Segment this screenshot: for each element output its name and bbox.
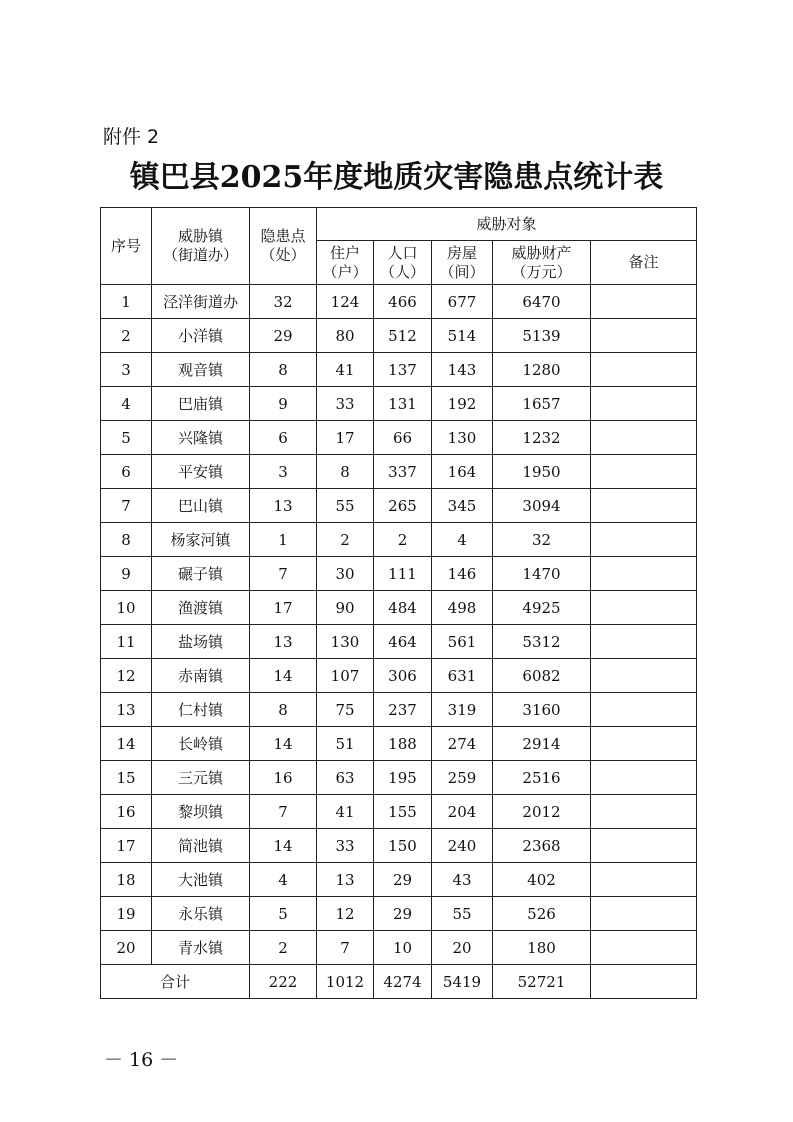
cell-houses: 192: [432, 387, 493, 421]
cell-seq: 10: [101, 591, 152, 625]
cell-seq: 12: [101, 659, 152, 693]
total-population: 4274: [374, 965, 432, 999]
cell-town: 泾洋街道办: [152, 285, 250, 319]
cell-houses: 274: [432, 727, 493, 761]
cell-population: 29: [374, 897, 432, 931]
cell-property: 6470: [493, 285, 591, 319]
table-row: [101, 863, 697, 897]
table-row: [101, 523, 697, 557]
cell-property: 32: [493, 523, 591, 557]
cell-points: 2: [250, 931, 317, 965]
header-property-text: 威胁财产 （万元）: [511, 243, 572, 281]
hazard-statistics-table: [100, 207, 697, 999]
cell-points: 9: [250, 387, 317, 421]
cell-households: 7: [317, 931, 374, 965]
cell-points: 16: [250, 761, 317, 795]
cell-population: 265: [374, 489, 432, 523]
total-remarks: [591, 965, 697, 999]
cell-households: 41: [317, 353, 374, 387]
table-row: [101, 319, 697, 353]
cell-town: 平安镇: [152, 455, 250, 489]
cell-remarks: [591, 591, 697, 625]
cell-population: 512: [374, 319, 432, 353]
cell-town: 大池镇: [152, 863, 250, 897]
cell-houses: 259: [432, 761, 493, 795]
table-row: [101, 557, 697, 591]
cell-remarks: [591, 557, 697, 591]
header-town-text: 威胁镇 （街道办）: [162, 227, 238, 264]
total-label: 合计: [101, 965, 250, 999]
table-row: [101, 761, 697, 795]
cell-houses: 514: [432, 319, 493, 353]
cell-population: 237: [374, 693, 432, 727]
cell-remarks: [591, 897, 697, 931]
table-row: [101, 421, 697, 455]
cell-population: 66: [374, 421, 432, 455]
cell-points: 3: [250, 455, 317, 489]
cell-remarks: [591, 353, 697, 387]
cell-town: 渔渡镇: [152, 591, 250, 625]
cell-points: 32: [250, 285, 317, 319]
cell-property: 1280: [493, 353, 591, 387]
cell-population: 155: [374, 795, 432, 829]
cell-households: 12: [317, 897, 374, 931]
cell-seq: 5: [101, 421, 152, 455]
cell-households: 33: [317, 387, 374, 421]
cell-points: 1: [250, 523, 317, 557]
cell-households: 107: [317, 659, 374, 693]
cell-households: 17: [317, 421, 374, 455]
cell-remarks: [591, 761, 697, 795]
cell-town: 赤南镇: [152, 659, 250, 693]
cell-points: 13: [250, 489, 317, 523]
cell-points: 14: [250, 727, 317, 761]
cell-households: 41: [317, 795, 374, 829]
cell-points: 29: [250, 319, 317, 353]
cell-property: 3094: [493, 489, 591, 523]
cell-seq: 18: [101, 863, 152, 897]
cell-remarks: [591, 795, 697, 829]
cell-points: 8: [250, 693, 317, 727]
cell-population: 337: [374, 455, 432, 489]
cell-town: 巴庙镇: [152, 387, 250, 421]
cell-remarks: [591, 285, 697, 319]
header-houses: [432, 241, 493, 285]
table-row: [101, 455, 697, 489]
cell-households: 2: [317, 523, 374, 557]
cell-town: 三元镇: [152, 761, 250, 795]
cell-property: 5312: [493, 625, 591, 659]
cell-property: 2914: [493, 727, 591, 761]
cell-seq: 4: [101, 387, 152, 421]
cell-seq: 17: [101, 829, 152, 863]
cell-property: 5139: [493, 319, 591, 353]
cell-houses: 164: [432, 455, 493, 489]
table-row: [101, 897, 697, 931]
table-row: [101, 829, 697, 863]
cell-households: 63: [317, 761, 374, 795]
cell-population: 188: [374, 727, 432, 761]
cell-town: 长岭镇: [152, 727, 250, 761]
cell-seq: 20: [101, 931, 152, 965]
cell-households: 90: [317, 591, 374, 625]
header-population: [374, 241, 432, 285]
cell-town: 碾子镇: [152, 557, 250, 591]
cell-houses: 677: [432, 285, 493, 319]
cell-property: 1657: [493, 387, 591, 421]
cell-seq: 2: [101, 319, 152, 353]
cell-points: 8: [250, 353, 317, 387]
header-points-text: 隐患点 （处）: [260, 227, 306, 264]
header-seq: 序号: [101, 208, 152, 285]
cell-town: 兴隆镇: [152, 421, 250, 455]
cell-points: 5: [250, 897, 317, 931]
cell-seq: 9: [101, 557, 152, 591]
cell-points: 6: [250, 421, 317, 455]
cell-property: 1232: [493, 421, 591, 455]
cell-houses: 561: [432, 625, 493, 659]
header-points: [250, 208, 317, 285]
header-households: [317, 241, 374, 285]
total-row: [101, 965, 697, 999]
cell-population: 464: [374, 625, 432, 659]
cell-property: 2516: [493, 761, 591, 795]
cell-houses: 55: [432, 897, 493, 931]
cell-town: 简池镇: [152, 829, 250, 863]
total-points: 222: [250, 965, 317, 999]
cell-remarks: [591, 931, 697, 965]
cell-remarks: [591, 387, 697, 421]
cell-property: 4925: [493, 591, 591, 625]
cell-households: 130: [317, 625, 374, 659]
cell-seq: 11: [101, 625, 152, 659]
cell-property: 402: [493, 863, 591, 897]
cell-houses: 319: [432, 693, 493, 727]
cell-houses: 43: [432, 863, 493, 897]
cell-points: 7: [250, 557, 317, 591]
cell-houses: 20: [432, 931, 493, 965]
cell-points: 13: [250, 625, 317, 659]
header-houses-text: 房屋 （间）: [439, 243, 485, 281]
cell-population: 466: [374, 285, 432, 319]
cell-population: 2: [374, 523, 432, 557]
cell-town: 青水镇: [152, 931, 250, 965]
table-row: [101, 659, 697, 693]
cell-population: 131: [374, 387, 432, 421]
cell-seq: 1: [101, 285, 152, 319]
cell-property: 1470: [493, 557, 591, 591]
header-town: [152, 208, 250, 285]
total-property: 52721: [493, 965, 591, 999]
table-row: [101, 795, 697, 829]
cell-town: 小洋镇: [152, 319, 250, 353]
cell-town: 盐场镇: [152, 625, 250, 659]
page-title: 镇巴县2025年度地质灾害隐患点统计表: [129, 160, 664, 195]
cell-remarks: [591, 523, 697, 557]
cell-households: 8: [317, 455, 374, 489]
cell-houses: 146: [432, 557, 493, 591]
cell-property: 2368: [493, 829, 591, 863]
table-row: [101, 625, 697, 659]
cell-property: 3160: [493, 693, 591, 727]
cell-households: 80: [317, 319, 374, 353]
table-row: [101, 693, 697, 727]
cell-property: 2012: [493, 795, 591, 829]
cell-population: 10: [374, 931, 432, 965]
cell-houses: 143: [432, 353, 493, 387]
cell-remarks: [591, 829, 697, 863]
cell-points: 14: [250, 829, 317, 863]
cell-population: 484: [374, 591, 432, 625]
cell-town: 杨家河镇: [152, 523, 250, 557]
cell-remarks: [591, 455, 697, 489]
cell-seq: 8: [101, 523, 152, 557]
cell-property: 1950: [493, 455, 591, 489]
cell-seq: 3: [101, 353, 152, 387]
cell-population: 195: [374, 761, 432, 795]
cell-population: 137: [374, 353, 432, 387]
cell-population: 150: [374, 829, 432, 863]
header-remarks: 备注: [591, 241, 697, 285]
cell-population: 306: [374, 659, 432, 693]
table-row: [101, 387, 697, 421]
cell-houses: 631: [432, 659, 493, 693]
cell-households: 124: [317, 285, 374, 319]
cell-seq: 6: [101, 455, 152, 489]
cell-town: 仁村镇: [152, 693, 250, 727]
cell-households: 33: [317, 829, 374, 863]
table-row: [101, 591, 697, 625]
cell-points: 14: [250, 659, 317, 693]
total-households: 1012: [317, 965, 374, 999]
cell-town: 观音镇: [152, 353, 250, 387]
cell-houses: 4: [432, 523, 493, 557]
cell-houses: 130: [432, 421, 493, 455]
cell-remarks: [591, 489, 697, 523]
table-row: [101, 353, 697, 387]
cell-remarks: [591, 693, 697, 727]
table-row: [101, 727, 697, 761]
cell-population: 29: [374, 863, 432, 897]
cell-town: 黎坝镇: [152, 795, 250, 829]
cell-property: 526: [493, 897, 591, 931]
header-households-text: 住户 （户）: [322, 243, 368, 281]
cell-households: 30: [317, 557, 374, 591]
cell-remarks: [591, 659, 697, 693]
cell-town: 巴山镇: [152, 489, 250, 523]
cell-remarks: [591, 319, 697, 353]
attachment-label: 附件 2: [103, 126, 160, 148]
cell-remarks: [591, 863, 697, 897]
cell-population: 111: [374, 557, 432, 591]
cell-points: 17: [250, 591, 317, 625]
cell-seq: 7: [101, 489, 152, 523]
cell-houses: 240: [432, 829, 493, 863]
header-property: [493, 241, 591, 285]
cell-property: 6082: [493, 659, 591, 693]
cell-houses: 204: [432, 795, 493, 829]
cell-points: 4: [250, 863, 317, 897]
cell-seq: 13: [101, 693, 152, 727]
cell-seq: 19: [101, 897, 152, 931]
cell-remarks: [591, 727, 697, 761]
cell-households: 75: [317, 693, 374, 727]
cell-households: 51: [317, 727, 374, 761]
table-row: [101, 931, 697, 965]
cell-town: 永乐镇: [152, 897, 250, 931]
table-body: [101, 285, 697, 999]
cell-seq: 16: [101, 795, 152, 829]
cell-houses: 498: [432, 591, 493, 625]
cell-seq: 15: [101, 761, 152, 795]
header-threat-group: 威胁对象: [317, 208, 697, 241]
cell-remarks: [591, 625, 697, 659]
cell-remarks: [591, 421, 697, 455]
cell-households: 13: [317, 863, 374, 897]
cell-points: 7: [250, 795, 317, 829]
cell-property: 180: [493, 931, 591, 965]
page-number: － 16 －: [104, 1049, 179, 1071]
cell-seq: 14: [101, 727, 152, 761]
cell-houses: 345: [432, 489, 493, 523]
header-population-text: 人口 （人）: [379, 243, 425, 281]
cell-households: 55: [317, 489, 374, 523]
table-row: [101, 489, 697, 523]
table-row: [101, 285, 697, 319]
total-houses: 5419: [432, 965, 493, 999]
